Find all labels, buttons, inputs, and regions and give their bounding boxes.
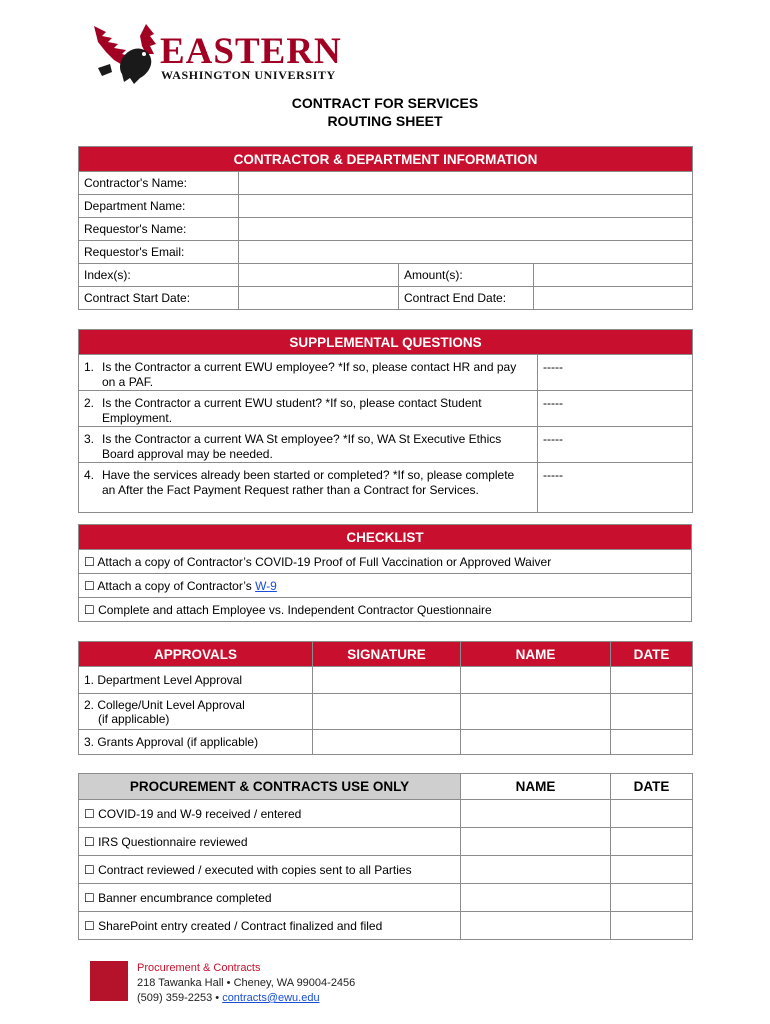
date-field[interactable] bbox=[611, 856, 693, 884]
date-field[interactable] bbox=[611, 828, 693, 856]
question-number: 2. bbox=[84, 396, 95, 410]
footer-brand-square bbox=[90, 961, 128, 1001]
contractor-name-label: Contractor's Name: bbox=[79, 172, 239, 195]
footer-email-link[interactable]: contracts@ewu.edu bbox=[222, 992, 320, 1004]
checklist-item-w9[interactable] bbox=[79, 574, 692, 598]
approval-college-line1: 2. College/Unit Level Approval bbox=[84, 697, 245, 712]
index-label: Index(s): bbox=[79, 264, 239, 287]
question-answer[interactable]: ----- bbox=[538, 355, 693, 391]
start-date-field[interactable] bbox=[239, 287, 399, 310]
name-field[interactable] bbox=[461, 667, 611, 694]
name-field[interactable] bbox=[461, 912, 611, 940]
supplemental-questions-table bbox=[78, 329, 693, 513]
amount-field[interactable] bbox=[534, 264, 693, 287]
footer-address: 218 Tawanka Hall • Cheney, WA 99004-2456 bbox=[137, 977, 356, 989]
question-number: 1. bbox=[84, 360, 95, 374]
question-number: 4. bbox=[84, 468, 95, 482]
date-field[interactable] bbox=[611, 730, 693, 755]
contractor-name-field[interactable] bbox=[239, 172, 693, 195]
procurement-col-header: PROCUREMENT & CONTRACTS USE ONLY bbox=[79, 774, 461, 800]
doc-title-line2: ROUTING SHEET bbox=[327, 113, 443, 129]
checklist-item-questionnaire[interactable]: ☐ Complete and attach Employee vs. Independent Contractor Questionnaire bbox=[79, 598, 692, 622]
w9-link[interactable]: W-9 bbox=[255, 578, 277, 593]
logo-wordmark: EASTERN bbox=[160, 31, 342, 72]
requestor-email-field[interactable] bbox=[239, 241, 693, 264]
requestor-name-label: Requestor's Name: bbox=[79, 218, 239, 241]
checklist-item-vaccination[interactable]: ☐ Attach a copy of Contractor’s COVID-19 Proof of Full Vaccination or Approved Waiver bbox=[79, 550, 692, 574]
name-col-header: NAME bbox=[461, 642, 611, 667]
procurement-item[interactable]: ☐ Banner encumbrance completed bbox=[79, 884, 461, 912]
name-field[interactable] bbox=[461, 694, 611, 730]
start-date-label: Contract Start Date: bbox=[79, 287, 239, 310]
name-field[interactable] bbox=[461, 730, 611, 755]
approval-grants-label: 3. Grants Approval (if applicable) bbox=[79, 730, 313, 755]
amount-label: Amount(s): bbox=[399, 264, 534, 287]
end-date-label: Contract End Date: bbox=[399, 287, 534, 310]
checklist-section-header: CHECKLIST bbox=[79, 525, 692, 550]
procurement-name-col-header: NAME bbox=[461, 774, 611, 800]
approval-college-line2: (if applicable) bbox=[98, 711, 170, 726]
checklist-table bbox=[78, 524, 692, 622]
question-row bbox=[79, 391, 538, 427]
question-text: Is the Contractor a current EWU employee? *If so, please contact HR and pay on a PAF. bbox=[102, 360, 517, 389]
signature-field[interactable] bbox=[313, 667, 461, 694]
question-answer[interactable]: ----- bbox=[538, 427, 693, 463]
question-row bbox=[79, 463, 538, 513]
department-name-field[interactable] bbox=[239, 195, 693, 218]
question-text: Is the Contractor a current WA St employee? *If so, WA St Executive Ethics Board approval may be needed. bbox=[102, 432, 502, 461]
supplemental-section-header: SUPPLEMENTAL QUESTIONS bbox=[79, 330, 693, 355]
requestor-email-label: Requestor's Email: bbox=[79, 241, 239, 264]
footer-contact bbox=[137, 992, 320, 1004]
question-row bbox=[79, 355, 538, 391]
approval-department-label: 1. Department Level Approval bbox=[79, 667, 313, 694]
signature-field[interactable] bbox=[313, 730, 461, 755]
doc-title-line1: CONTRACT FOR SERVICES bbox=[291, 95, 479, 111]
procurement-item[interactable]: ☐ IRS Questionnaire reviewed bbox=[79, 828, 461, 856]
contractor-info-table bbox=[78, 146, 693, 310]
question-text: Is the Contractor a current EWU student? *If so, please contact Student Employment. bbox=[102, 396, 482, 425]
approvals-col-header: APPROVALS bbox=[79, 642, 313, 667]
end-date-field[interactable] bbox=[534, 287, 693, 310]
procurement-item[interactable]: ☐ COVID-19 and W-9 received / entered bbox=[79, 800, 461, 828]
signature-field[interactable] bbox=[313, 694, 461, 730]
index-field[interactable] bbox=[239, 264, 399, 287]
name-field[interactable] bbox=[461, 884, 611, 912]
approval-college-label bbox=[79, 694, 313, 730]
question-answer[interactable]: ----- bbox=[538, 463, 693, 513]
name-field[interactable] bbox=[461, 856, 611, 884]
date-col-header: DATE bbox=[611, 642, 693, 667]
date-field[interactable] bbox=[611, 694, 693, 730]
requestor-name-field[interactable] bbox=[239, 218, 693, 241]
procurement-date-col-header: DATE bbox=[611, 774, 693, 800]
department-name-label: Department Name: bbox=[79, 195, 239, 218]
contractor-section-header: CONTRACTOR & DEPARTMENT INFORMATION bbox=[79, 147, 693, 172]
logo-subtitle: WASHINGTON UNIVERSITY bbox=[161, 68, 336, 82]
checklist-item-w9-label: ☐ Attach a copy of Contractor’s bbox=[84, 578, 256, 593]
question-number: 3. bbox=[84, 432, 95, 446]
approvals-table bbox=[78, 641, 693, 755]
date-field[interactable] bbox=[611, 884, 693, 912]
procurement-item[interactable]: ☐ SharePoint entry created / Contract finalized and filed bbox=[79, 912, 461, 940]
procurement-table bbox=[78, 773, 693, 940]
question-row bbox=[79, 427, 538, 463]
footer-phone: (509) 359-2253 • bbox=[137, 992, 223, 1004]
procurement-item[interactable]: ☐ Contract reviewed / executed with copies sent to all Parties bbox=[79, 856, 461, 884]
date-field[interactable] bbox=[611, 912, 693, 940]
question-answer[interactable]: ----- bbox=[538, 391, 693, 427]
signature-col-header: SIGNATURE bbox=[313, 642, 461, 667]
footer-department: Procurement & Contracts bbox=[137, 962, 261, 974]
date-field[interactable] bbox=[611, 667, 693, 694]
name-field[interactable] bbox=[461, 828, 611, 856]
date-field[interactable] bbox=[611, 800, 693, 828]
name-field[interactable] bbox=[461, 800, 611, 828]
question-text: Have the services already been started or completed? *If so, please complete an After the Fact Payment Request rather than a Contract for Services. bbox=[102, 468, 515, 497]
